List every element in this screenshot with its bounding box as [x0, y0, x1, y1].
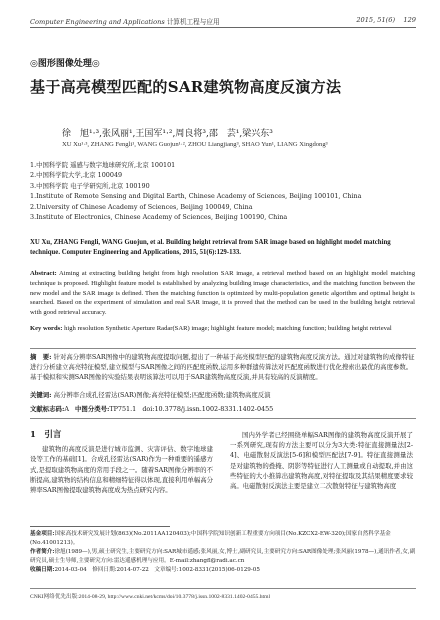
divider [30, 418, 416, 419]
cn-abstract-label: 摘 要: [30, 353, 52, 361]
paper-title: 基于高亮模型匹配的SAR建筑物高度反演方法 [30, 78, 342, 96]
intro-right-column [230, 430, 413, 491]
affiliation: 3.Institute of Electronics, Chinese Academy of Sciences, Beijing 100190, China [30, 213, 288, 222]
intro-paragraph: 建筑物的高度反演是进行城市监测、灾害评估、数字地球建设等工作的基础[1]。合成孔径雷达(SAR)作为一种重要的遥感方式,是提取建筑物高度的常用手段之一。随着SAR图像分辨率的不断提高,建筑物的结构信息和精细特征得以体现,直接利用单幅高分辨率SAR图像提取建筑物高度成为热点研究内容。 [30, 445, 213, 495]
doc-code: A [64, 405, 69, 413]
footnotes [30, 530, 420, 575]
intro-left-column [30, 430, 213, 495]
footnote: 基金项目:国家高技术研究发展计划(863)(No.2011AA120403);中国科学院知识创新工程重要方向项目(No.KZCX2-EW-320);国家自然科学基金(No.41001213)。 [30, 531, 391, 546]
section-label: ◎图形图像处理◎ [30, 59, 100, 69]
affiliation: 2.University of Chinese Academy of Sciences, Beijing 100049, China [30, 202, 253, 211]
footnote-divider [30, 526, 170, 527]
citation: XU Xu, ZHANG Fengli, WANG Guojun, et al. Building height retrieval from SAR image based on highlight model matching technique. Computer Engineering and Applications, 2015, 51(6):129-133. [30, 239, 391, 256]
authors-english: XU Xu¹·³, ZHANG Fengli¹, WANG Guojun¹·², ZHOU Liangjiang³, SHAO Yun¹, LIANG Xingdong³ [62, 141, 328, 148]
intro-paragraph: 国内外学者已经围绕单幅SAR图像的建筑物高度反演开展了一系列研究,现有的方法主要可以分为3大类:特征直接测量法[2-4]、电磁散射反演法[5-6]和模型匹配法[7-9]。特征直接测量法是对建筑物的叠掩、阴影等特征进行人工测量或自动提取,并由这些特征的大小推算出建筑物高度,对特征提取及其结果精度要求较高。电磁散射反演法主要是建立二次散射特征与建筑物高度 [230, 431, 413, 491]
intro-heading: 1 引言 [30, 430, 62, 440]
issue-page: 2015, 51(6) 129 [356, 16, 416, 24]
affiliation: 2.中国科学院大学,北京 100049 [30, 171, 123, 180]
keywords-english [30, 324, 415, 334]
cn-abstract-text: 针对高分辨率SAR图像中的建筑物高度提取问题,提出了一种基于高亮模型匹配的建筑物高度反演方法。通过对建筑物的成像特征进行分析建立高亮特征模型,建立模型与SAR图像之间的匹配度函数,运用多种群遗传算法对匹配度函数进行优化搜索出最优的高度参数。基于模拟和实测SAR图像的实验结果表明该算法可以用于SAR建筑物高度反演,并具有较高的反演精度。 [30, 353, 415, 381]
doc-code-label: 文献标志码: [30, 405, 65, 413]
abstract-label: Abstract: [30, 270, 57, 277]
keywords-chinese [30, 391, 415, 401]
divider [30, 588, 416, 589]
keywords-label: Key words: [30, 325, 63, 332]
affiliation: 1.中国科学院 遥感与数字地球研究所,北京 100101 [30, 161, 176, 169]
doi-label: doi: [142, 405, 155, 413]
authors-chinese: 徐 旭¹·³,张风丽¹,王国军¹·²,周良将³,邵 芸¹,梁兴东³ [62, 129, 273, 139]
footnote: 作者简介:徐旭(1989—),男,硕士研究生,主要研究方向:SAR城市遥感;张风丽,女,博士,副研究员,主要研究方向:SAR图像处理;张风丽(1978—),通讯作者,女,副研究员,硕士生导师,主要研究方向:雷达遥感机理与应用。E-mail:zhangfl@radi.ac.cn [30, 549, 416, 564]
cls-code: TP751.1 [109, 405, 137, 413]
footnote: 收稿日期:2014-03-04 修回日期:2014-07-22 文章编号:1002-8331(2015)06-0129-05 [30, 567, 260, 573]
abstract-text: Aiming at extracting building height from high resolution SAR image, a retrieval method based on an highlight model matching technique is proposed. Highlight feature model is established by analyzing building image characteristics, and the matching function between the new model and the SAR image is defined. Then the matching function is optimized by multi-population genetic algorithm and optimal height is searched. Based on the experiment of simulation and real SAR image, it is proved that the method can be used in the building height retrieval with good retrieval accuracy. [30, 270, 415, 317]
cls-code-label: 中图分类号: [75, 405, 110, 413]
affiliation: 3.中国科学院 电子学研究所,北京 100190 [30, 181, 150, 190]
doi: 10.3778/j.issn.1002-8331.1402-0455 [154, 405, 274, 413]
divider [30, 348, 416, 349]
header-divider [30, 27, 416, 28]
keywords-text: high resolution Synthetic Aperture Radar(SAR) image; highlight feature model; matching function; building height retrieval [64, 325, 392, 332]
cn-keywords-text: 高分辨率合成孔径雷达(SAR)图像;高亮特征模型;匹配度函数;建筑物高度反演 [53, 391, 271, 399]
journal-name: Computer Engineering and Applications 计算机工程与应用 [30, 18, 220, 26]
affiliations [30, 160, 420, 222]
classification [30, 404, 415, 413]
cn-keywords-label: 关键词: [30, 391, 52, 399]
running-header [30, 16, 416, 26]
cnki-line: CNKI网络优先出版:2014-08-29, http://www.cnki.net/kcms/doi/10.3778/j.issn.1002-8331.1402-0455.html [30, 594, 271, 600]
affiliation: 1.Institute of Remote Sensing and Digital Earth, Chinese Academy of Sciences, Beijing 100101, China [30, 192, 362, 201]
abstract-english [30, 269, 415, 318]
abstract-chinese [30, 353, 415, 382]
